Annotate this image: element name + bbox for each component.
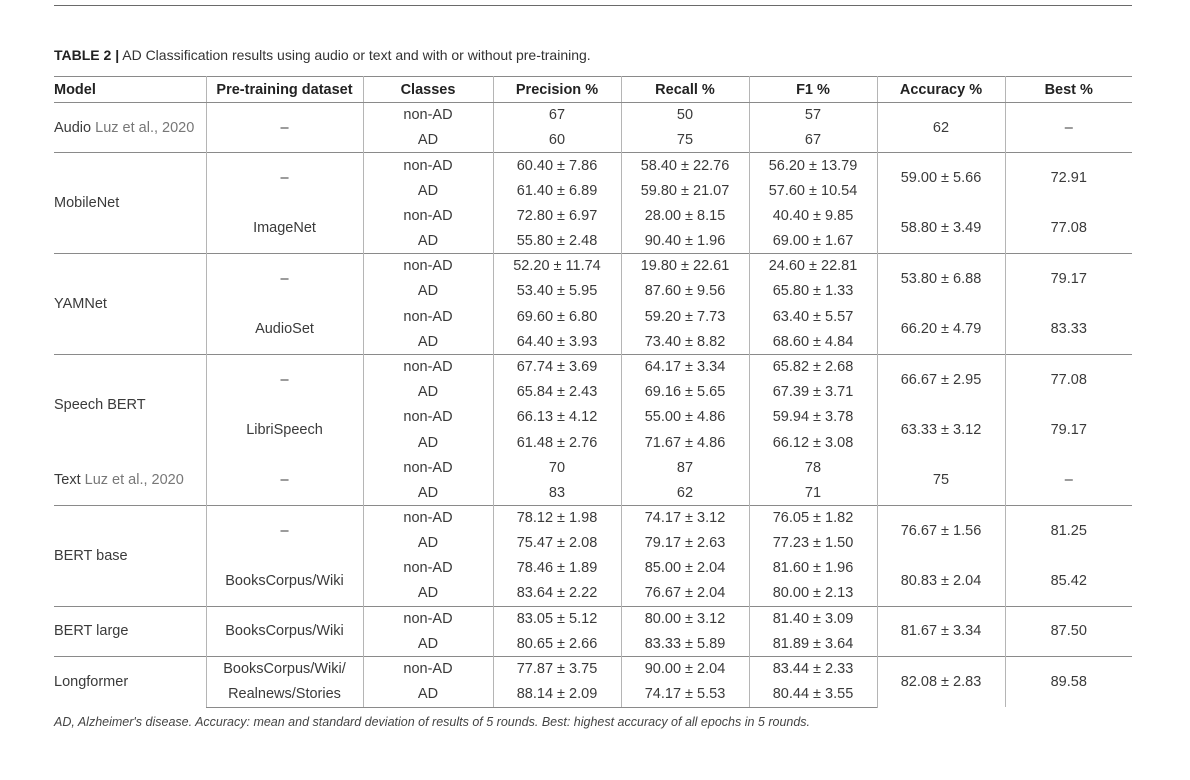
top-rule [54, 5, 1132, 6]
class-cell: non-AD [363, 103, 493, 128]
f1-cell: 80.00 ± 2.13 [749, 581, 877, 606]
recall-cell: 59.20 ± 7.73 [621, 304, 749, 329]
recall-cell: 90.40 ± 1.96 [621, 228, 749, 253]
class-cell: AD [363, 329, 493, 354]
f1-cell: 67 [749, 128, 877, 153]
precision-cell: 88.14 ± 2.09 [493, 682, 621, 707]
precision-cell: 61.48 ± 2.76 [493, 430, 621, 455]
class-cell: non-AD [363, 153, 493, 178]
f1-cell: 81.60 ± 1.96 [749, 556, 877, 581]
class-cell: non-AD [363, 203, 493, 228]
class-cell: non-AD [363, 354, 493, 379]
recall-cell: 71.67 ± 4.86 [621, 430, 749, 455]
table-row [54, 203, 1132, 228]
class-cell: AD [363, 631, 493, 656]
table-row [54, 556, 1132, 581]
table-row [54, 304, 1132, 329]
best-cell: 89.58 [1005, 657, 1132, 707]
table-row [54, 354, 1132, 379]
table-row [54, 455, 1132, 480]
recall-cell: 90.00 ± 2.04 [621, 657, 749, 682]
recall-cell: 58.40 ± 22.76 [621, 153, 749, 178]
recall-cell: 62 [621, 480, 749, 505]
model-cell: MobileNet [54, 153, 206, 254]
precision-cell: 52.20 ± 11.74 [493, 254, 621, 279]
precision-cell: 53.40 ± 5.95 [493, 279, 621, 304]
recall-cell: 85.00 ± 2.04 [621, 556, 749, 581]
recall-cell: 79.17 ± 2.63 [621, 531, 749, 556]
class-cell: non-AD [363, 606, 493, 631]
pretraining-cell: – [206, 153, 363, 203]
f1-cell: 76.05 ± 1.82 [749, 506, 877, 531]
f1-cell: 57.60 ± 10.54 [749, 178, 877, 203]
f1-cell: 65.80 ± 1.33 [749, 279, 877, 304]
f1-cell: 71 [749, 480, 877, 505]
precision-cell: 67 [493, 103, 621, 128]
best-cell: 85.42 [1005, 556, 1132, 606]
f1-cell: 81.40 ± 3.09 [749, 606, 877, 631]
recall-cell: 73.40 ± 8.82 [621, 329, 749, 354]
accuracy-cell: 58.80 ± 3.49 [877, 203, 1005, 253]
best-cell: 83.33 [1005, 304, 1132, 354]
pretraining-cell: LibriSpeech [206, 405, 363, 455]
class-cell: AD [363, 531, 493, 556]
f1-cell: 59.94 ± 3.78 [749, 405, 877, 430]
f1-cell: 69.00 ± 1.67 [749, 228, 877, 253]
f1-cell: 66.12 ± 3.08 [749, 430, 877, 455]
header-pretraining: Pre-training dataset [206, 77, 363, 103]
accuracy-cell: 66.20 ± 4.79 [877, 304, 1005, 354]
precision-cell: 72.80 ± 6.97 [493, 203, 621, 228]
f1-cell: 83.44 ± 2.33 [749, 657, 877, 682]
class-cell: AD [363, 480, 493, 505]
table-footnote: AD, Alzheimer's disease. Accuracy: mean and standard deviation of results of 5 rounds. Best: highest accuracy of all epochs in 5 rounds. [54, 715, 811, 729]
f1-cell: 24.60 ± 22.81 [749, 254, 877, 279]
precision-cell: 77.87 ± 3.75 [493, 657, 621, 682]
accuracy-cell: 80.83 ± 2.04 [877, 556, 1005, 606]
recall-cell: 83.33 ± 5.89 [621, 631, 749, 656]
table-row [54, 405, 1132, 430]
accuracy-cell: 63.33 ± 3.12 [877, 405, 1005, 455]
table-row [54, 153, 1132, 178]
accuracy-cell: 59.00 ± 5.66 [877, 153, 1005, 203]
f1-cell: 67.39 ± 3.71 [749, 380, 877, 405]
pretraining-cell: AudioSet [206, 304, 363, 354]
table-row [54, 103, 1132, 128]
table-row [54, 657, 1132, 682]
class-cell: AD [363, 430, 493, 455]
accuracy-cell: 75 [877, 455, 1005, 505]
class-cell: non-AD [363, 405, 493, 430]
f1-cell: 77.23 ± 1.50 [749, 531, 877, 556]
pretraining-cell: ImageNet [206, 203, 363, 253]
caption-text: AD Classification results using audio or text and with or without pre-training. [122, 47, 591, 63]
class-cell: AD [363, 380, 493, 405]
pretraining-cell: – [206, 354, 363, 404]
model-cell: Speech BERT [54, 354, 206, 455]
best-cell: 79.17 [1005, 405, 1132, 455]
model-cell: BERT large [54, 606, 206, 656]
best-cell: 79.17 [1005, 254, 1132, 304]
class-cell: AD [363, 279, 493, 304]
class-cell: non-AD [363, 254, 493, 279]
precision-cell: 64.40 ± 3.93 [493, 329, 621, 354]
best-cell: 81.25 [1005, 506, 1132, 556]
header-classes: Classes [363, 77, 493, 103]
precision-cell: 66.13 ± 4.12 [493, 405, 621, 430]
recall-cell: 69.16 ± 5.65 [621, 380, 749, 405]
model-cell: YAMNet [54, 254, 206, 355]
accuracy-cell: 66.67 ± 2.95 [877, 354, 1005, 404]
f1-cell: 68.60 ± 4.84 [749, 329, 877, 354]
table-label: TABLE 2 | [54, 47, 120, 63]
precision-cell: 70 [493, 455, 621, 480]
pretraining-cell: BooksCorpus/Wiki/ [206, 657, 363, 682]
precision-cell: 83.64 ± 2.22 [493, 581, 621, 606]
precision-cell: 83.05 ± 5.12 [493, 606, 621, 631]
precision-cell: 60 [493, 128, 621, 153]
pretraining-cell: – [206, 455, 363, 505]
precision-cell: 67.74 ± 3.69 [493, 354, 621, 379]
header-accuracy: Accuracy % [877, 77, 1005, 103]
recall-cell: 87.60 ± 9.56 [621, 279, 749, 304]
class-cell: AD [363, 682, 493, 707]
precision-cell: 78.46 ± 1.89 [493, 556, 621, 581]
accuracy-cell: 76.67 ± 1.56 [877, 506, 1005, 556]
precision-cell: 55.80 ± 2.48 [493, 228, 621, 253]
accuracy-cell: 82.08 ± 2.83 [877, 657, 1005, 707]
accuracy-cell: 53.80 ± 6.88 [877, 254, 1005, 304]
recall-cell: 75 [621, 128, 749, 153]
pretraining-cell: BooksCorpus/Wiki [206, 556, 363, 606]
header-model: Model [54, 77, 206, 103]
f1-cell: 40.40 ± 9.85 [749, 203, 877, 228]
best-cell: – [1005, 103, 1132, 153]
f1-cell: 56.20 ± 13.79 [749, 153, 877, 178]
best-cell: 77.08 [1005, 203, 1132, 253]
precision-cell: 80.65 ± 2.66 [493, 631, 621, 656]
class-cell: non-AD [363, 556, 493, 581]
precision-cell: 61.40 ± 6.89 [493, 178, 621, 203]
recall-cell: 87 [621, 455, 749, 480]
best-cell: 72.91 [1005, 153, 1132, 203]
best-cell: – [1005, 455, 1132, 505]
accuracy-cell: 62 [877, 103, 1005, 153]
header-f1: F1 % [749, 77, 877, 103]
recall-cell: 19.80 ± 22.61 [621, 254, 749, 279]
results-table [54, 76, 1132, 708]
recall-cell: 64.17 ± 3.34 [621, 354, 749, 379]
class-cell: non-AD [363, 506, 493, 531]
precision-cell: 69.60 ± 6.80 [493, 304, 621, 329]
header-precision: Precision % [493, 77, 621, 103]
citation: Luz et al., 2020 [84, 472, 184, 489]
f1-cell: 78 [749, 455, 877, 480]
pretraining-cell: – [206, 254, 363, 304]
class-cell: AD [363, 228, 493, 253]
recall-cell: 50 [621, 103, 749, 128]
model-cell: Longformer [54, 657, 206, 707]
precision-cell: 78.12 ± 1.98 [493, 506, 621, 531]
model-cell: Audio Luz et al., 2020 [54, 103, 206, 153]
recall-cell: 55.00 ± 4.86 [621, 405, 749, 430]
model-cell: Text Luz et al., 2020 [54, 472, 184, 489]
recall-cell: 76.67 ± 2.04 [621, 581, 749, 606]
recall-cell: 59.80 ± 21.07 [621, 178, 749, 203]
accuracy-cell: 81.67 ± 3.34 [877, 606, 1005, 656]
class-cell: non-AD [363, 657, 493, 682]
precision-cell: 83 [493, 480, 621, 505]
best-cell: 77.08 [1005, 354, 1132, 404]
class-cell: AD [363, 128, 493, 153]
f1-cell: 81.89 ± 3.64 [749, 631, 877, 656]
table-row [54, 506, 1132, 531]
precision-cell: 60.40 ± 7.86 [493, 153, 621, 178]
recall-cell: 80.00 ± 3.12 [621, 606, 749, 631]
class-cell: non-AD [363, 455, 493, 480]
f1-cell: 57 [749, 103, 877, 128]
table-caption [54, 47, 591, 63]
pretraining-cell: BooksCorpus/Wiki [206, 606, 363, 656]
header-best: Best % [1005, 77, 1132, 103]
model-cell: BERT base [54, 506, 206, 607]
f1-cell: 80.44 ± 3.55 [749, 682, 877, 707]
precision-cell: 65.84 ± 2.43 [493, 380, 621, 405]
citation: Luz et al., 2020 [95, 119, 195, 136]
class-cell: AD [363, 581, 493, 606]
precision-cell: 75.47 ± 2.08 [493, 531, 621, 556]
header-recall: Recall % [621, 77, 749, 103]
class-cell: AD [363, 178, 493, 203]
best-cell: 87.50 [1005, 606, 1132, 656]
pretraining-cell: – [206, 103, 363, 153]
pretraining-cell: – [206, 506, 363, 556]
recall-cell: 74.17 ± 3.12 [621, 506, 749, 531]
pretraining-cell: Realnews/Stories [206, 682, 363, 707]
recall-cell: 74.17 ± 5.53 [621, 682, 749, 707]
f1-cell: 63.40 ± 5.57 [749, 304, 877, 329]
table-row [54, 254, 1132, 279]
header-row [54, 77, 1132, 103]
recall-cell: 28.00 ± 8.15 [621, 203, 749, 228]
class-cell: non-AD [363, 304, 493, 329]
table-row [54, 606, 1132, 631]
f1-cell: 65.82 ± 2.68 [749, 354, 877, 379]
